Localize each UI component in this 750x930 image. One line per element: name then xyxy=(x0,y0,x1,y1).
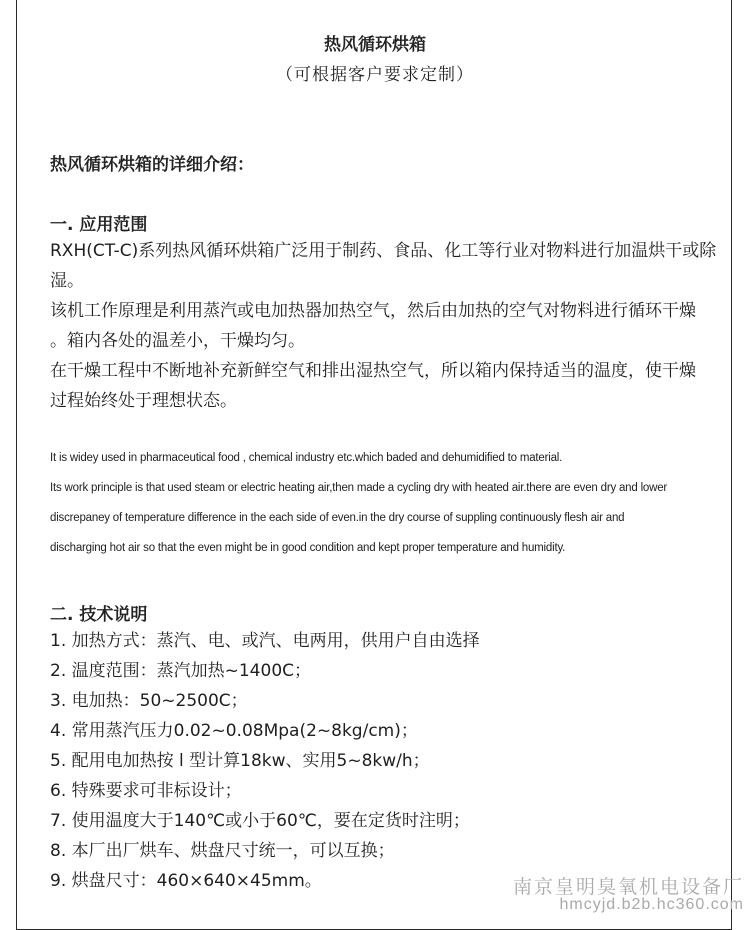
watermark-company: 南京皇明臭氧机电设备厂 xyxy=(512,877,744,898)
en-line: It is widey used in pharmaceutical food , chemical industry etc.which baded and dehumidified to material. xyxy=(50,452,563,464)
cn-line: 该机工作原理是利用蒸汽或电加热器加热空气，然后由加热的空气对物料进行循环干燥 xyxy=(50,301,696,321)
spec-item: 2. 温度范围：蒸汽加热~1400C； xyxy=(50,661,312,681)
cn-line: 。箱内各处的温差小，干燥均匀。 xyxy=(50,331,305,351)
spec-item: 8. 本厂出厂烘车、烘盘尺寸统一，可以互换； xyxy=(50,841,395,861)
page-title: 热风循环烘箱 xyxy=(324,35,426,55)
tech-spec-list xyxy=(50,626,730,896)
spec-item: 7. 使用温度大于140℃或小于60℃，要在定货时注明； xyxy=(50,811,470,831)
intro-heading: 热风循环烘箱的详细介绍： xyxy=(50,155,254,175)
cn-line: RXH(CT-C)系列热风循环烘箱广泛用于制药、食品、化工等行业对物料进行加温烘干或除 xyxy=(50,241,717,261)
spec-item: 1. 加热方式：蒸汽、电、或汽、电两用，供用户自由选择 xyxy=(50,631,480,651)
spec-item: 5. 配用电加热按 l 型计算18kw、实用5~8kw/h； xyxy=(50,751,430,771)
spec-item: 9. 烘盘尺寸：460×640×45mm。 xyxy=(50,871,322,891)
watermark-url: hmcyjd.b2b.hc360.com xyxy=(559,896,744,913)
spec-item: 4. 常用蒸汽压力0.02~0.08Mpa(2~8kg/cm)； xyxy=(50,721,418,741)
cn-line: 在干燥工程中不断地补充新鲜空气和排出湿热空气，所以箱内保持适当的温度，使干燥 xyxy=(50,361,696,381)
page-subtitle: （可根据客户要求定制） xyxy=(276,65,474,85)
section2-heading: 二. 技术说明 xyxy=(50,605,148,625)
spec-item: 6. 特殊要求可非标设计； xyxy=(50,781,242,801)
en-line: discharging hot air so that the even might be in good condition and kept proper temperature and humidity. xyxy=(50,542,566,554)
section1-en-text xyxy=(50,443,730,563)
en-line: discrepaney of temperature difference in the each side of even.in the dry course of suppling continuously flesh air and xyxy=(50,512,625,524)
cn-line: 过程始终处于理想状态。 xyxy=(50,391,237,411)
cn-line: 湿。 xyxy=(50,271,84,291)
spec-item: 3. 电加热：50~2500C； xyxy=(50,691,248,711)
section1-heading: 一. 应用范围 xyxy=(50,215,148,235)
section1-cn-text xyxy=(50,236,730,416)
en-line: Its work principle is that used steam or electric heating air,then made a cycling dry with heated air.there are even dry and lower xyxy=(50,482,668,494)
